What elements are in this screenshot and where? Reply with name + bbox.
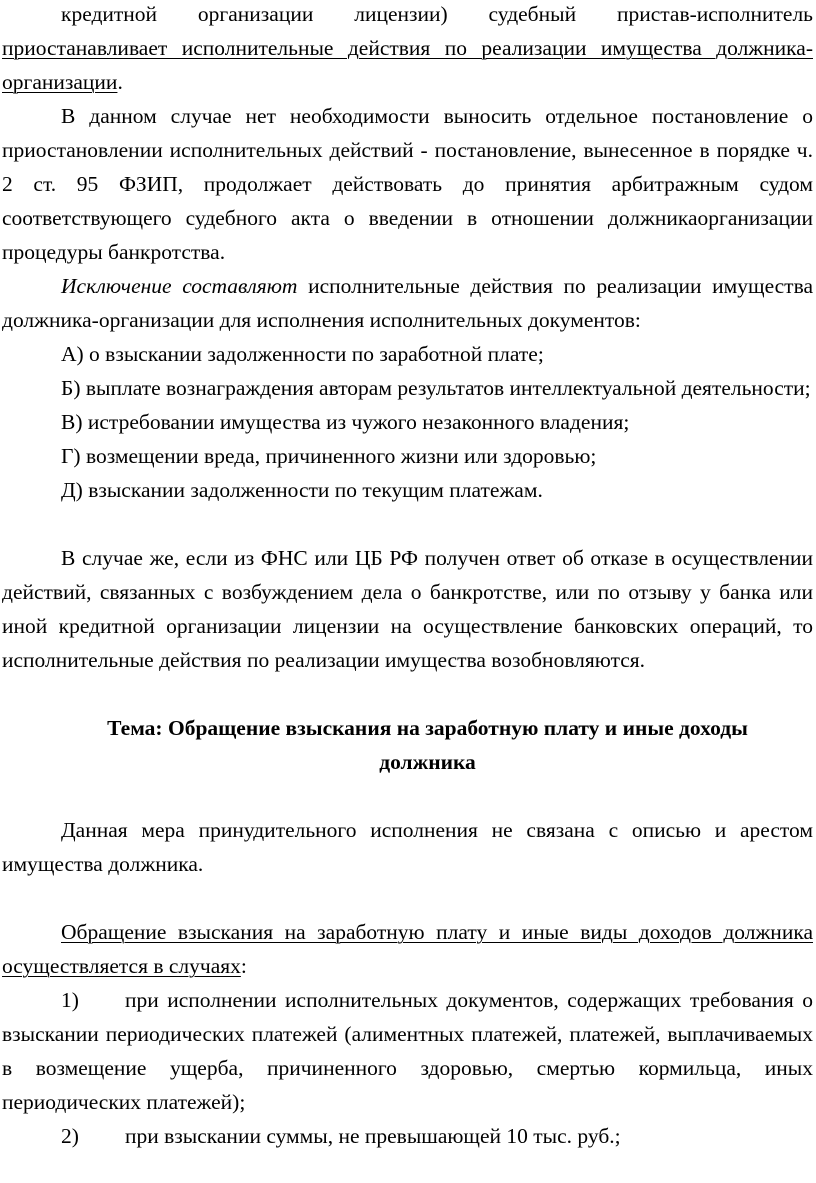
numbered-item-2-number: 2) <box>61 1124 79 1148</box>
cases-underlined-text: Обращение взыскания на заработную плату и иные виды доходов должника осуществляется в случаях <box>2 920 813 978</box>
exceptions-italic-text: Исключение составляют <box>61 274 298 298</box>
numbered-item-2-text: при взыскании суммы, не превышающей 10 тыс. руб.; <box>125 1124 621 1148</box>
list-item-g: Г) возмещении вреда, причиненного жизни или здоровью; <box>61 444 597 468</box>
paragraph-measure: Данная мера принудительного исполнения не связана с описью и арестом имущества должника. <box>2 818 813 876</box>
paragraph-suspension <box>2 0 813 99</box>
section-heading-line-2: должника <box>379 750 476 774</box>
numbered-item-2 <box>2 1119 813 1153</box>
numbered-item-1-text: при исполнении исполнительных документов, содержащих требования о взыскании периодических платежей (алиментных платежей, платежей, выплачиваемых в возмещение ущерба, причиненного здоровью, смертью кормильца, иных периодических платежей); <box>2 988 813 1114</box>
list-item-b: Б) выплате вознаграждения авторам результатов интеллектуальной деятельности; <box>61 376 811 400</box>
paragraph-cases <box>2 915 813 983</box>
paragraph-exceptions <box>2 269 813 337</box>
suspension-underlined-text: приостанавливает исполнительные действия по реализации имущества должника-организации <box>2 36 813 94</box>
paragraph-resumption: В случае же, если из ФНС или ЦБ РФ получен ответ об отказе в осуществлении действий, связанных с возбуждением дела о банкротстве, или по отзыву у банка или иной кредитной организации лицензии на осуществление банковских операций, то исполнительные действия по реализации имущества возобновляются. <box>2 546 813 672</box>
section-heading-line-1: Тема: Обращение взыскания на заработную плату и иные доходы <box>107 716 748 740</box>
list-item-d: Д) взыскании задолженности по текущим платежам. <box>61 478 543 502</box>
paragraph-suspension-lead: кредитной организации лицензии) судебный пристав-исполнитель <box>61 2 813 26</box>
numbered-item-1 <box>2 983 813 1119</box>
list-item-a: А) о взыскании задолженности по заработной плате; <box>61 342 544 366</box>
list-item-v: В) истребовании имущества из чужого незаконного владения; <box>61 410 630 434</box>
exceptions-rest-text: исполнительные действия по реализации имущества должника-организации для исполнения исполнительных документов: <box>2 274 813 332</box>
section-heading <box>2 711 813 779</box>
cases-colon: : <box>240 954 247 978</box>
numbered-item-1-number: 1) <box>61 988 79 1012</box>
paragraph-suspension-end: . <box>117 70 123 94</box>
paragraph-no-separate-order: В данном случае нет необходимости выносить отдельное постановление о приостановлении исполнительных действий - постановление, вынесенное в порядке ч. 2 ст. 95 ФЗИП, продолжает действовать до принятия арбитражным судом соответствующего судебного акта о введении в отношении должникаорганизации процедуры банкротства. <box>2 104 813 264</box>
